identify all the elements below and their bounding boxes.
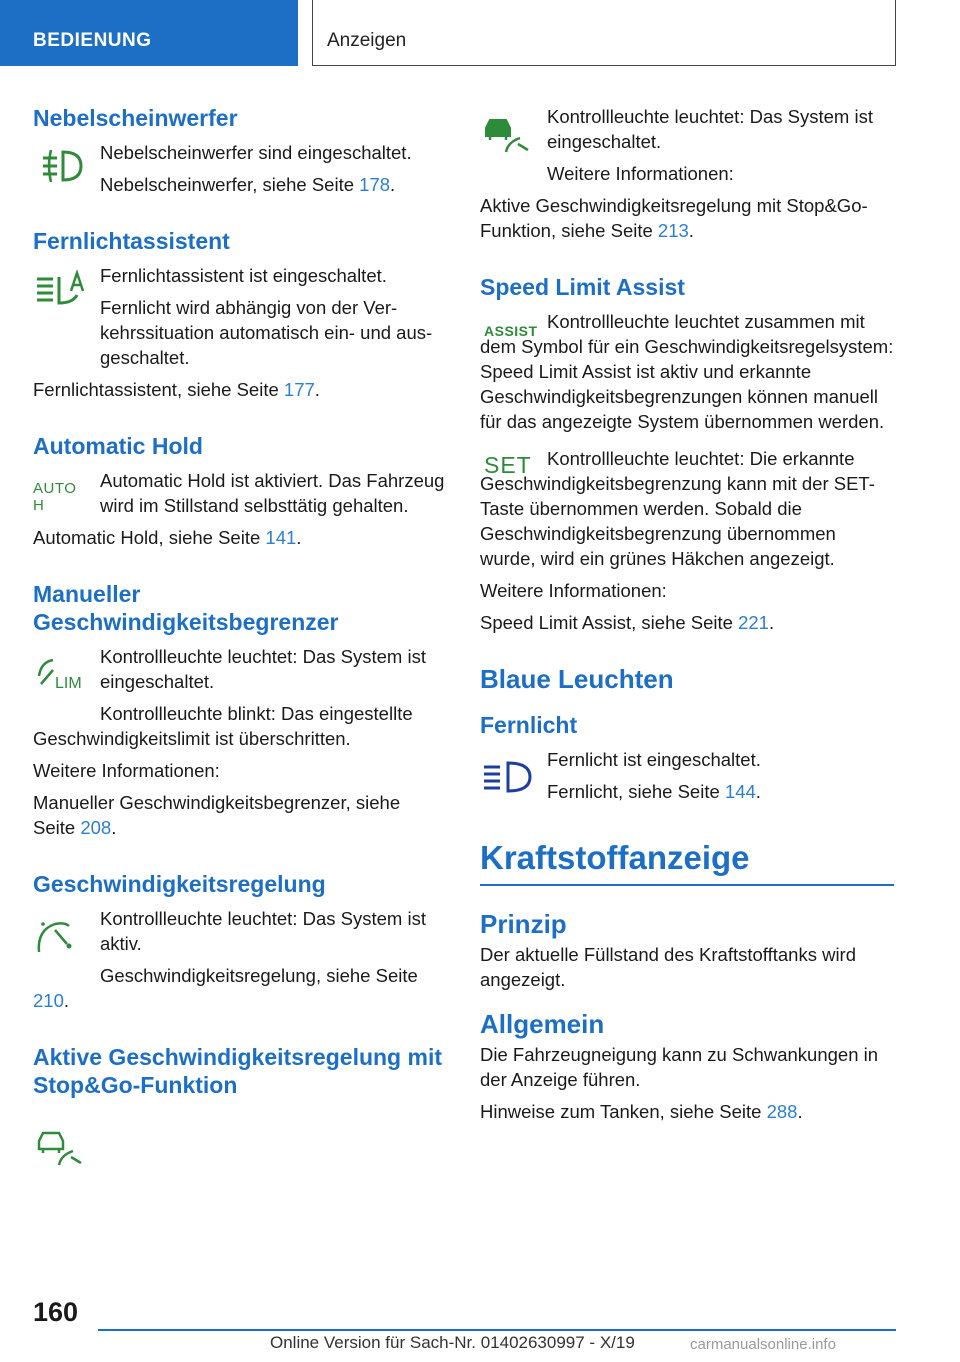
assist-icon: ASSIST bbox=[484, 323, 538, 339]
nebel-text-1: Nebelscheinwerfer sind eingeschaltet. bbox=[100, 142, 412, 163]
aktive-text-1: Kontrollleuchte leuchtet: Das System ist eingeschaltet. bbox=[547, 106, 873, 152]
footer-text: Online Version für Sach-Nr. 01402630997 - X/19 bbox=[270, 1333, 635, 1352]
fernlichtassistent-text-1: Fernlichtassistent ist eingeschaltet. bbox=[100, 265, 387, 286]
aktive-text-2: Weitere Informationen: bbox=[547, 163, 734, 184]
heading-fernlicht: Fernlicht bbox=[480, 712, 578, 738]
heading-nebelscheinwerfer: Nebelscheinwerfer bbox=[33, 105, 238, 131]
fernlicht-text-1: Fernlicht ist eingeschaltet. bbox=[547, 749, 761, 770]
manuell-text-4: Manueller Geschwindigkeitsbegrenzer, siehe Seite 208. bbox=[33, 792, 401, 838]
nebel-block bbox=[33, 140, 447, 197]
fernlichtassistent-text-3: Fernlichtassistent, siehe Seite 177. bbox=[33, 379, 320, 400]
active-cruise-control-icon bbox=[480, 114, 536, 154]
regelung-text-2: Geschwindigkeitsregelung, siehe Seite 210. bbox=[33, 965, 418, 1011]
allgemein-text-2: Hinweise zum Tanken, siehe Seite 288. bbox=[480, 1101, 803, 1122]
section-tab: BEDIENUNG bbox=[0, 0, 298, 66]
fog-light-icon bbox=[33, 146, 89, 186]
page-link[interactable]: 178 bbox=[359, 174, 391, 195]
fernlichtassistent-block bbox=[33, 263, 447, 370]
fernlichtassistent-text-2: Fernlicht wird abhängig von der Verkehrssituation automatisch ein- und ausgeschaltet. bbox=[100, 297, 433, 368]
page-number: 160 bbox=[33, 1297, 79, 1327]
auto-hold-icon: AUTO H bbox=[33, 480, 77, 514]
high-beam-assistant-icon bbox=[33, 269, 89, 309]
autohold-text-2: Automatic Hold, siehe Seite 141. bbox=[33, 527, 302, 548]
left-column bbox=[33, 100, 447, 1172]
page-link[interactable]: 144 bbox=[724, 781, 756, 802]
chapter-title: Anzeigen bbox=[312, 0, 896, 66]
manuell-text-1: Kontrollleuchte leuchtet: Das System ist eingeschaltet. bbox=[100, 646, 426, 692]
page-link[interactable]: 221 bbox=[738, 612, 769, 633]
prinzip-text-1: Der aktuelle Füllstand des Kraftstofftanks wird angezeigt. bbox=[480, 944, 856, 990]
svg-text:LIM: LIM bbox=[55, 675, 82, 692]
active-cruise-control-icon bbox=[33, 1127, 89, 1167]
heading-kraftstoffanzeige: Kraftstoffanzeige bbox=[480, 838, 894, 886]
manuell-block-2 bbox=[33, 701, 447, 751]
heading-allgemein: Allgemein bbox=[480, 1009, 605, 1039]
speedlimit-text-2: Kontrollleuchte leuchtet: Die erkannte Geschwindigkeitsbegrenzung kann mit der SET-Taste übernommen werden. Sobald die Geschwindigkeitsbegrenzung übernommen wurde, wird ein grünes Häkchen angezeigt. bbox=[480, 448, 875, 569]
heading-blaue-leuchten: Blaue Leuchten bbox=[480, 664, 674, 694]
heading-speed-limit-assist: Speed Limit Assist bbox=[480, 274, 685, 300]
page-link[interactable]: 213 bbox=[657, 220, 689, 241]
aktive-cont-block bbox=[480, 104, 894, 186]
heading-fernlichtassistent: Fernlichtassistent bbox=[33, 228, 230, 254]
set-icon: SET bbox=[484, 452, 532, 478]
page-link[interactable]: 177 bbox=[283, 379, 315, 400]
heading-geschwindigkeitsregelung: Geschwindigkeitsregelung bbox=[33, 871, 326, 897]
page-link[interactable]: 210 bbox=[33, 990, 64, 1011]
speedlimit-block-2 bbox=[480, 446, 894, 571]
high-beam-icon bbox=[480, 757, 536, 797]
cruise-control-icon bbox=[33, 916, 89, 956]
heading-prinzip: Prinzip bbox=[480, 909, 567, 939]
right-column bbox=[480, 104, 894, 1131]
page-link[interactable]: 288 bbox=[766, 1101, 798, 1122]
aktive-text-3: Aktive Geschwindigkeitsregelung mit Stop&Go-Funktion, siehe Seite 213. bbox=[480, 195, 868, 241]
page-header bbox=[0, 0, 960, 66]
nebel-text-2: Nebelscheinwerfer, siehe Seite 178. bbox=[100, 174, 396, 195]
fernlicht-block bbox=[480, 747, 894, 804]
fernlicht-text-2: Fernlicht, siehe Seite 144. bbox=[547, 781, 761, 802]
heading-automatic-hold: Automatic Hold bbox=[33, 433, 203, 459]
speedlimit-text-4: Speed Limit Assist, siehe Seite 221. bbox=[480, 612, 775, 633]
manuell-text-2: Kontrollleuchte blinkt: Das eingestellte Geschwindigkeitslimit ist überschritten. bbox=[33, 703, 413, 749]
page-link[interactable]: 208 bbox=[80, 817, 112, 838]
speedlimit-text-1: Kontrollleuchte leuchtet zusammen mit dem Symbol für ein Geschwindigkeitsregelsystem: Speed Limit Assist ist aktiv und erkannte Geschwindigkeitsbegrenzungen können manuell für das angezeigte System übernommen werden. bbox=[480, 311, 894, 432]
autohold-text-1: Automatic Hold ist aktiviert. Das Fahrzeug wird im Stillstand selbsttätig gehalten. bbox=[100, 470, 445, 516]
allgemein-text-1: Die Fahrzeugneigung kann zu Schwankungen in der Anzeige führen. bbox=[480, 1044, 879, 1090]
manuell-text-3: Weitere Informationen: bbox=[33, 760, 220, 781]
footer-divider bbox=[98, 1329, 896, 1331]
page-link[interactable]: 141 bbox=[265, 527, 297, 548]
heading-manueller-begrenzer: Manueller Geschwindigkeitsbegrenzer bbox=[33, 581, 339, 635]
speed-limiter-icon bbox=[33, 654, 89, 694]
regelung-text-1: Kontrollleuchte leuchtet: Das System ist aktiv. bbox=[100, 908, 426, 954]
speedlimit-text-3: Weitere Informationen: bbox=[480, 580, 667, 601]
manuell-block bbox=[33, 644, 447, 694]
regelung-block bbox=[33, 906, 447, 1013]
speedlimit-block bbox=[480, 309, 894, 434]
watermark: carmanualsonline.info bbox=[690, 1336, 836, 1353]
heading-aktive-regelung: Aktive Geschwindigkeitsregelung mit Stop&Go-Funktion bbox=[33, 1044, 442, 1098]
autohold-block bbox=[33, 468, 447, 518]
